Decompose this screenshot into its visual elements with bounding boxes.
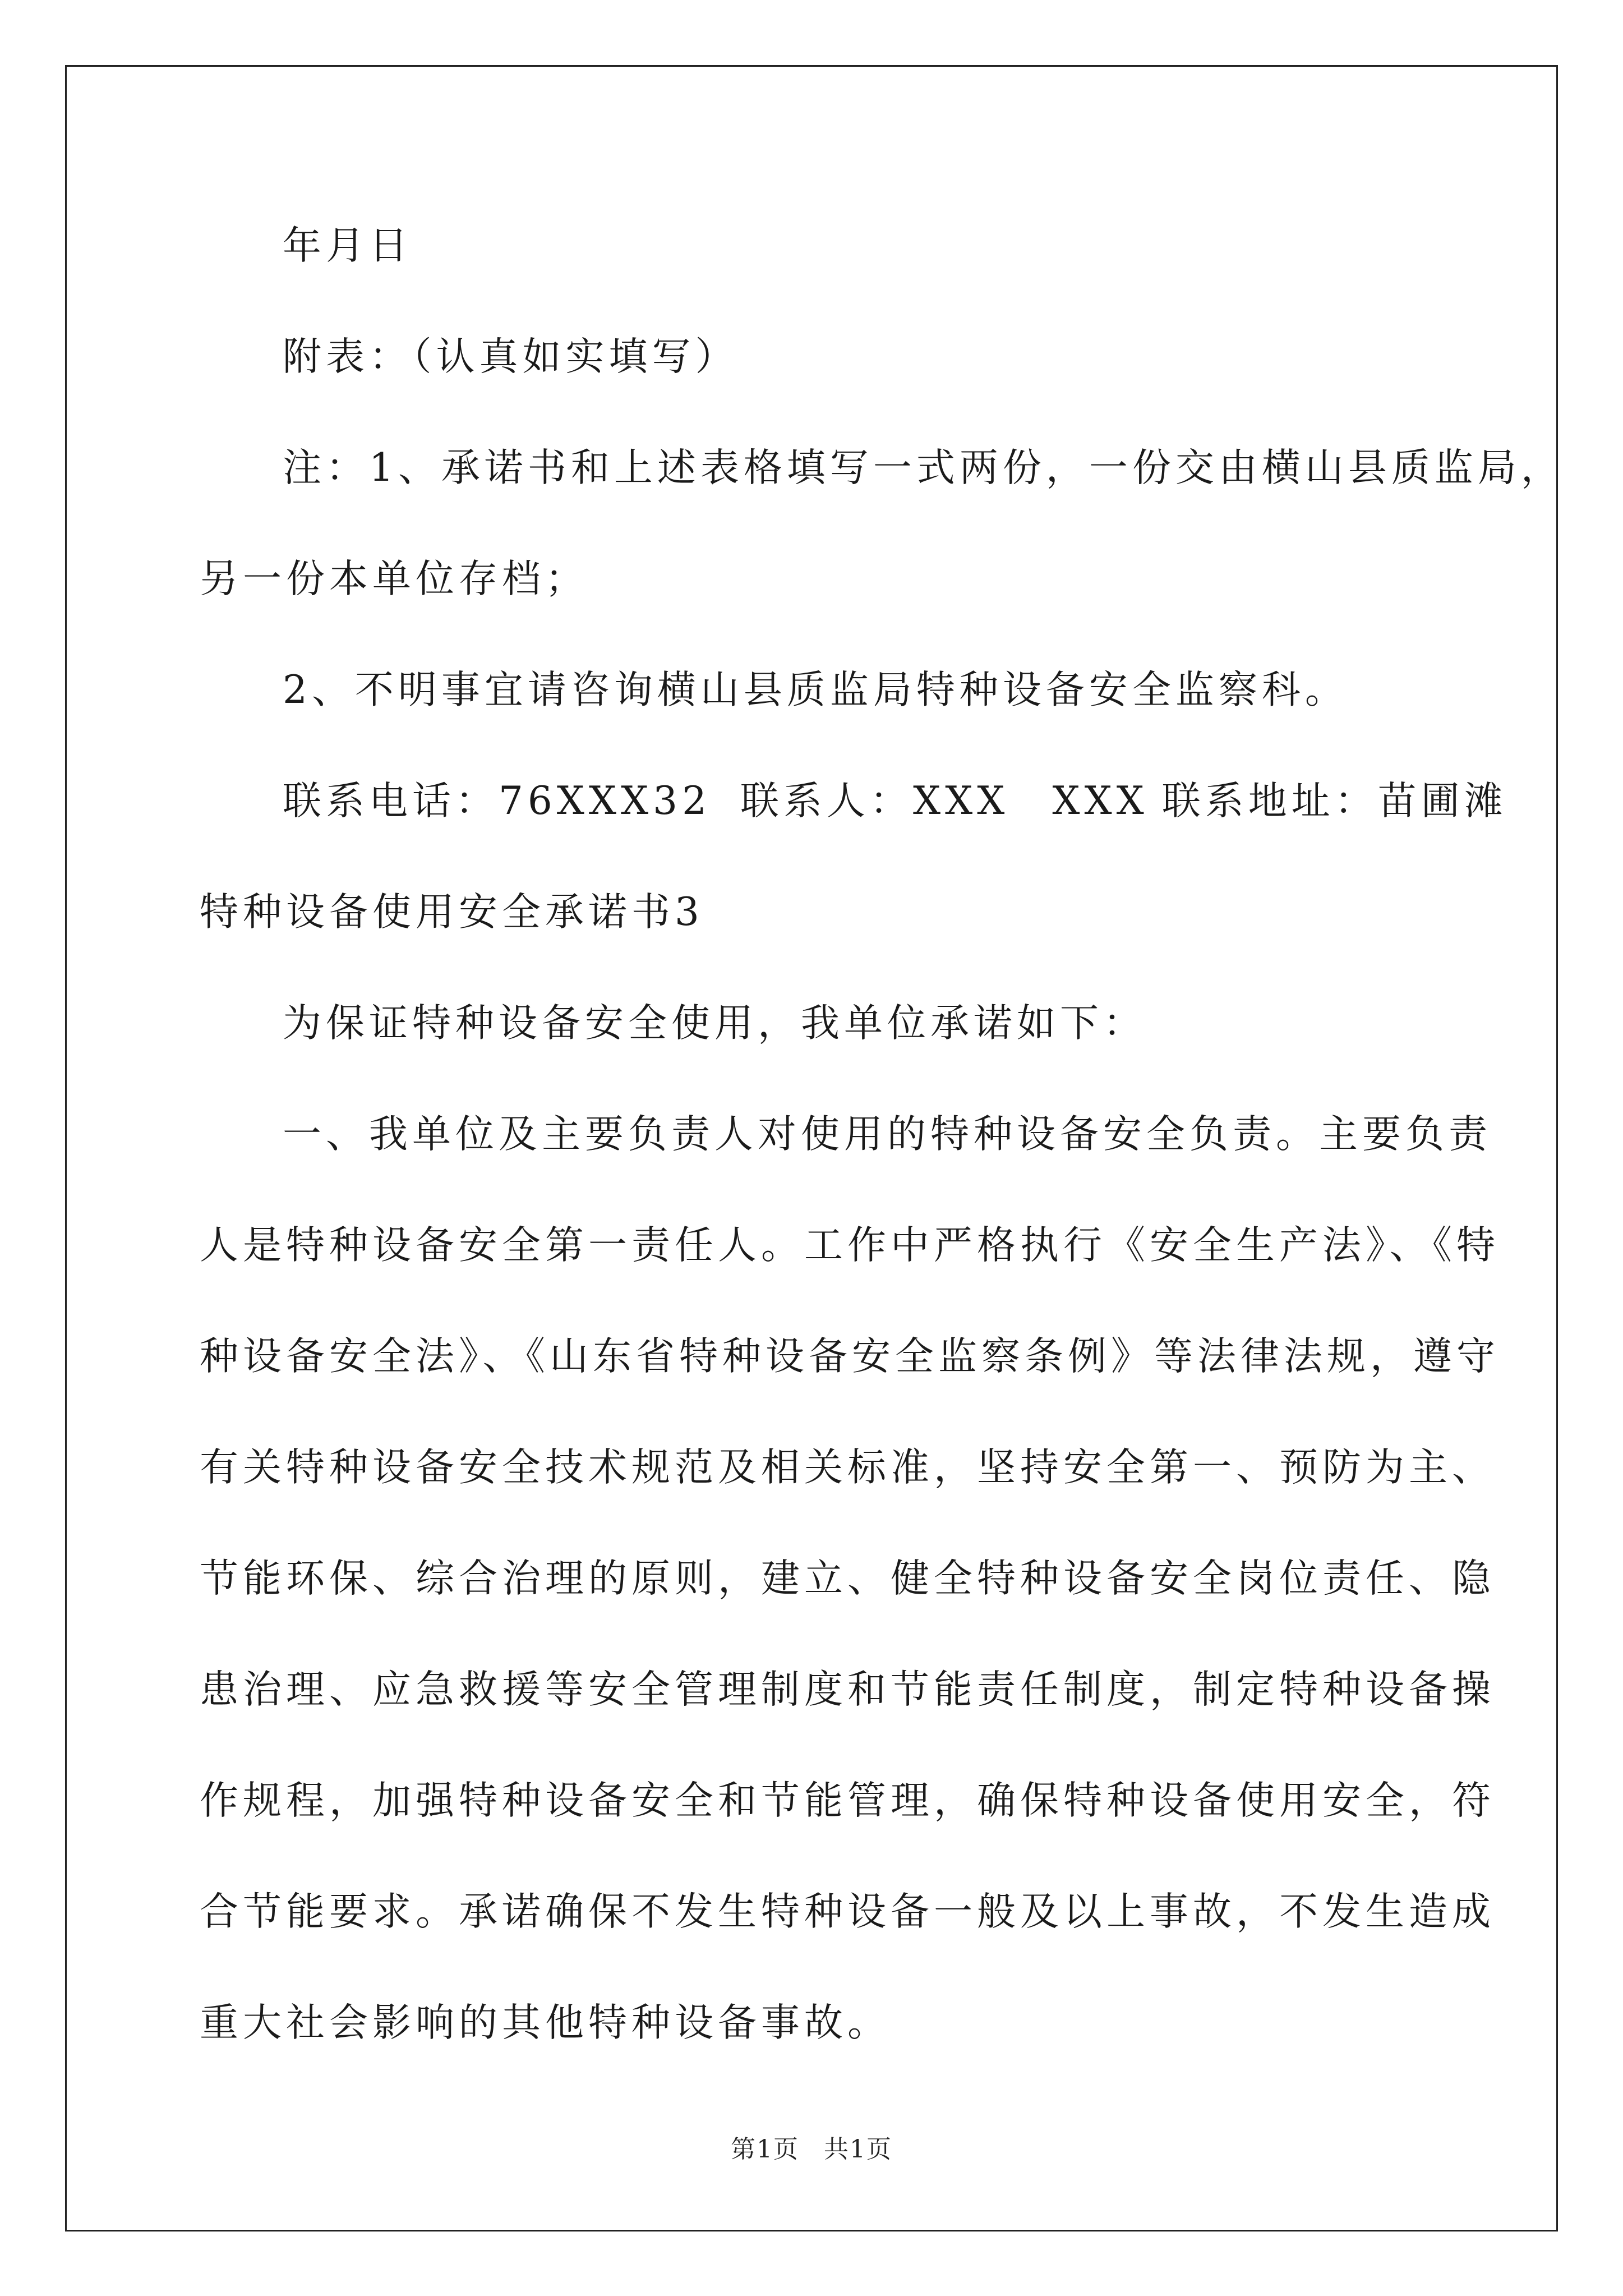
clause-line: 合节能要求。承诺确保不发生特种设备一般及以上事故，不发生造成 [200, 1889, 1495, 1934]
clause-line: 一、我单位及主要负责人对使用的特种设备安全负责。主要负责 [283, 1112, 1492, 1157]
page-number: 第1页 [731, 2135, 799, 2164]
section-title: 特种设备使用安全承诺书3 [200, 890, 704, 935]
note-line-2: 2、不明事宜请咨询横山县质监局特种设备安全监察科。 [283, 668, 1348, 712]
clause-line: 节能环保、综合治理的原则，建立、健全特种设备安全岗位责任、隐 [200, 1556, 1495, 1601]
page-footer [0, 2129, 1623, 2165]
note-line-1: 注：1、承诺书和上述表格填写一式两份，一份交由横山县质监局， [283, 445, 1564, 490]
date-line: 年月日 [283, 223, 412, 268]
clause-line: 作规程，加强特种设备安全和节能管理，确保特种设备使用安全，符 [200, 1778, 1495, 1823]
clause-line: 种设备安全法》、《山东省特种设备安全监察条例》等法律法规，遵守 [200, 1334, 1500, 1379]
clause-line: 有关特种设备安全技术规范及相关标准，坚持安全第一、预防为主、 [200, 1445, 1495, 1490]
contact-person: 联系人：XXX XXX [740, 779, 1149, 823]
page-total: 共1页 [824, 2135, 892, 2164]
clause-line: 患治理、应急救援等安全管理制度和节能责任制度，制定特种设备操 [200, 1667, 1495, 1712]
contact-phone: 联系电话：76XXX32 [283, 779, 711, 823]
attachment-line: 附表：（认真如实填写） [283, 334, 739, 379]
contact-line [283, 774, 1507, 828]
note-line-1-cont: 另一份本单位存档； [200, 556, 588, 601]
clause-line: 人是特种设备安全第一责任人。工作中严格执行《安全生产法》、《特 [200, 1223, 1500, 1268]
contact-address: 联系地址：苗圃滩 [1161, 779, 1507, 823]
intro-line: 为保证特种设备安全使用，我单位承诺如下： [283, 1001, 1146, 1046]
clause-line: 重大社会影响的其他特种设备事故。 [200, 2000, 891, 2045]
